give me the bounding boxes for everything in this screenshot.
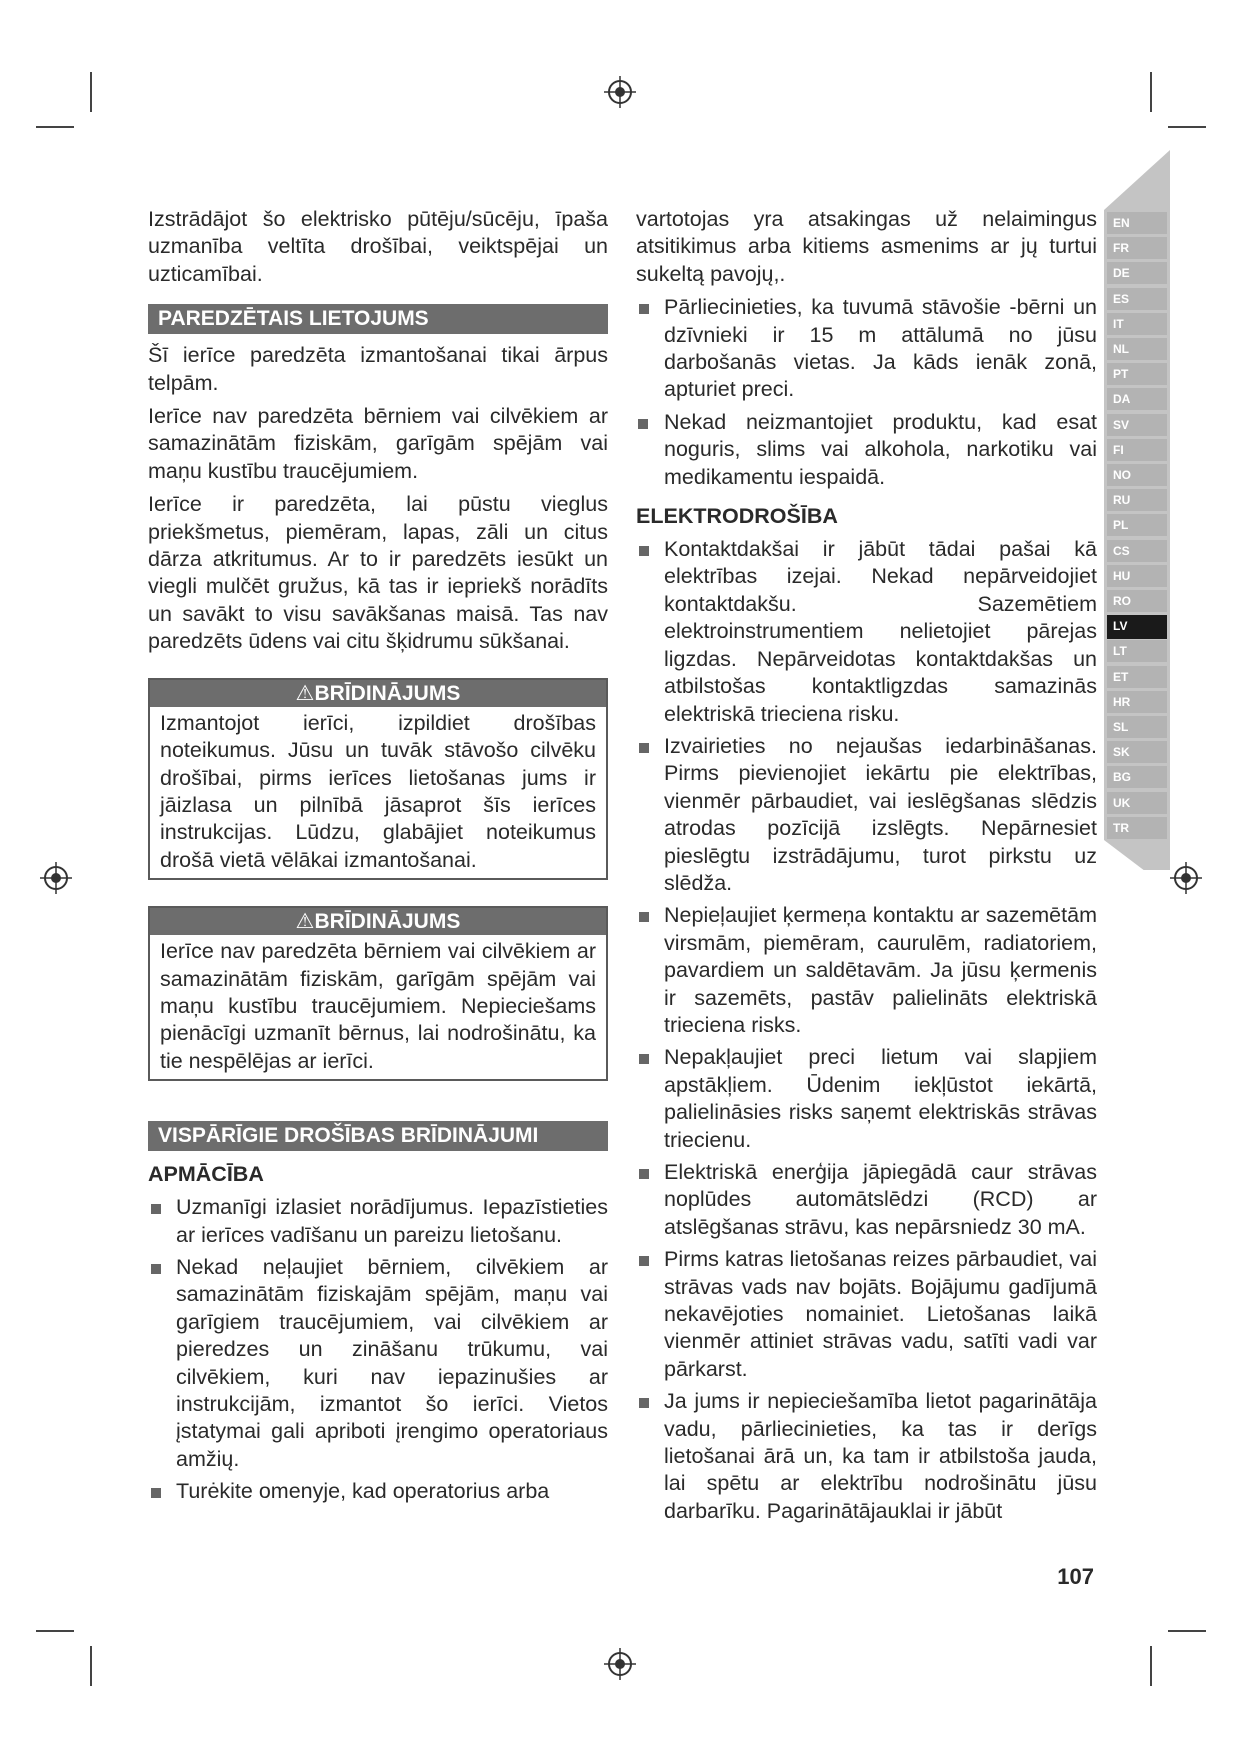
list-item: Ja jums ir nepieciešamība lietot pagarinātāja vadu, pārliecinieties, ka tas ir derīgs lietošanai ārā un, ka tam ir atbilstoša jauda, lai spētu ar elektrību nodrošinātu jūsu darbarīku. Pagarinātājauklai ir jābūt: [636, 1388, 1097, 1525]
electrical-safety-list: [636, 536, 1097, 1525]
list-item: Nepieļaujiet ķermeņa kontaktu ar sazemētām virsmām, piemēram, caurulēm, radiatoriem, pavardiem un saldētavām. Ja jūsu ķermenis ir sazemēts, pastāv palielināts elektriskā trieciena risks.: [636, 902, 1097, 1039]
list-item: Nekad neizmantojiet produktu, kad esat noguris, slims vai alkohola, narkotiku vai medikamentu iespaidā.: [610, 409, 1097, 491]
language-tab-nl[interactable]: NL: [1107, 338, 1167, 360]
safety-list: [636, 294, 1097, 491]
list-item: Elektriskā enerģija jāpiegādā caur strāvas noplūdes automātslēdzi (RCD) ar atslēgšanas strāvu, kas nepārsniedz 30 mA.: [636, 1159, 1097, 1241]
warning-title: ⚠BRĪDINĀJUMS: [150, 908, 606, 935]
language-tab-de[interactable]: DE: [1107, 262, 1167, 284]
list-item: Uzmanīgi izlasiet norādījumus. Iepazīstieties ar ierīces vadīšanu un pareizu lietošanu.: [148, 1194, 608, 1249]
language-tab-uk[interactable]: UK: [1107, 792, 1167, 814]
language-tab-sk[interactable]: SK: [1107, 741, 1167, 763]
crop-mark-bl-h: [36, 1630, 74, 1632]
intended-use-paragraph: Ierīce nav paredzēta bērniem vai cilvēkiem ar samazinātām fiziskām, garīgām spējām vai maņu kustību traucējumiem.: [148, 404, 608, 483]
language-tab-it[interactable]: IT: [1107, 313, 1167, 335]
intended-use-paragraph: Šī ierīce paredzēta izmantošanai tikai ārpus telpām.: [148, 343, 608, 395]
intended-use-paragraph: Ierīce ir paredzēta, lai pūstu vieglus priekšmetus, piemēram, lapas, zāli un citus dārza atkritumus. Ar to ir paredzēts iesūkt un viegli mulčēt gružus, kā tas ir iepriekš norādīts un savākt to visu savākšanas maisā. Tas nav paredzēts ūdens vai citu šķidrumu sūkšanai.: [148, 492, 608, 654]
intro-paragraph: Izstrādājot šo elektrisko pūtēju/sūcēju, īpaša uzmanība veltīta drošībai, veiktspējai un uzticamībai.: [148, 207, 608, 286]
language-tab-hr[interactable]: HR: [1107, 691, 1167, 713]
subheading-training: APMĀCĪBA: [148, 1162, 264, 1187]
list-item: Pirms katras lietošanas reizes pārbaudiet, vai strāvas vads nav bojāts. Bojājumu gadījumā nekavējoties nomainiet. Lietošanas laikā vienmēr attiniet strāvas vadu, satīti vadi var pārkarst.: [636, 1246, 1097, 1383]
warning-icon: ⚠: [295, 681, 315, 705]
right-column: [636, 206, 1097, 1530]
training-list: [148, 1194, 608, 1505]
list-item: Turėkite omenyje, kad operatorius arba: [148, 1478, 608, 1505]
warning-text: Ierīce nav paredzēta bērniem vai cilvēkiem ar samazinātām fiziskām, garīgām spējām vai maņu kustību traucējumiem. Nepieciešams pienācīgi uzmanīt bērnus, lai nodrošinātu, ka tie nespēlējas ar ierīci.: [160, 939, 596, 1073]
crop-mark-tl-h: [36, 126, 74, 128]
language-tab-en[interactable]: EN: [1107, 212, 1167, 234]
crop-mark-tr-h: [1168, 126, 1206, 128]
language-tab-no[interactable]: NO: [1107, 464, 1167, 486]
page-number: 107: [1057, 1564, 1094, 1589]
crop-mark-tl-v: [90, 72, 92, 112]
section-heading-intended-use: PAREDZĒTAIS LIETOJUMS: [148, 304, 608, 334]
language-tab-ro[interactable]: RO: [1107, 590, 1167, 612]
language-tab-ru[interactable]: RU: [1107, 489, 1167, 511]
list-item: Pārliecinieties, ka tuvumā stāvošie -bērni un dzīvnieki ir 15 m attālumā no jūsu darbošanās vietas. Ja kāds ienāk zonā, apturiet preci.: [636, 294, 1097, 404]
language-tab-es[interactable]: ES: [1107, 288, 1167, 310]
list-item: Nekad neļaujiet bērniem, cilvēkiem ar samazinātām fiziskajām spējām, maņu vai garīgiem traucējumiem, vai cilvēkiem ar pieredzes un zināšanu trūkumu, vai cilvēkiem, kuri nav iepazinušies ar instrukcijām, izmantot šo ierīci. Vietos įstatymai gali apriboti įrengimo operatoriaus amžių.: [148, 1254, 608, 1473]
crop-mark-bl-v: [90, 1646, 92, 1686]
language-tab-sl[interactable]: SL: [1107, 716, 1167, 738]
list-item: Nepakļaujiet preci lietum vai slapjiem apstākļiem. Ūdenim iekļūstot iekārtā, palielināsies risks saņemt elektriskās strāvas triecienu.: [636, 1044, 1097, 1154]
continuation-paragraph: vartotojas yra atsakingas už nelaimingus atsitikimus arba kitiems asmenims ar jų turtui sukeltą pavojų,.: [636, 207, 1097, 286]
warning-title: ⚠BRĪDINĀJUMS: [150, 680, 606, 707]
section-heading-general-safety: VISPĀRĪGIE DROŠĪBAS BRĪDINĀJUMI: [148, 1121, 608, 1151]
warning-icon: ⚠: [295, 910, 315, 934]
language-tab-tr[interactable]: TR: [1107, 817, 1167, 839]
warning-text: Izmantojot ierīci, izpildiet drošības noteikumus. Jūsu un tuvāk stāvošo cilvēku drošībai, pirms ierīces lietošanas jums ir jāizlasa un pilnībā jāsaprot šīs ierīces instrukcijas. Lūdzu, glabājiet noteikumus drošā vietā vēlākai izmantošanai.: [160, 710, 596, 872]
crop-mark-tr-v: [1150, 72, 1152, 112]
language-tab-bg[interactable]: BG: [1107, 766, 1167, 788]
warning-box: [148, 678, 608, 880]
list-item: Kontaktdakšai ir jābūt tādai pašai kā elektrības izejai. Nekad nepārveidojiet kontaktdakšu. Sazemētiem elektroinstrumentiem nelietojiet pārejas ligzdas. Nepārveidotas kontaktdakšas un atbilstošas kontaktligzdas samazinās elektriskā trieciena risku.: [636, 536, 1097, 728]
language-tab-lv[interactable]: LV: [1107, 615, 1167, 639]
subheading-electrical-safety: ELEKTRODROŠĪBA: [636, 504, 838, 529]
language-tab-pt[interactable]: PT: [1107, 363, 1167, 385]
left-column: [148, 206, 608, 1511]
language-tab-hu[interactable]: HU: [1107, 565, 1167, 587]
language-tab-fi[interactable]: FI: [1107, 439, 1167, 461]
crop-mark-br-v: [1150, 1646, 1152, 1686]
language-tab-sv[interactable]: SV: [1107, 414, 1167, 436]
warning-box: [148, 906, 608, 1081]
crop-mark-br-h: [1168, 1630, 1206, 1632]
language-tab-lt[interactable]: LT: [1107, 640, 1167, 662]
registration-mark-bottom: [604, 1648, 636, 1680]
language-tab-cs[interactable]: CS: [1107, 540, 1167, 562]
registration-mark-top: [604, 76, 636, 108]
list-item: Izvairieties no nejaušas iedarbināšanas. Pirms pievienojiet iekārtu pie elektrības, vienmēr pārbaudiet, vai ieslēgšanas slēdzis atrodas pozīcijā izslēgts. Nepārnesiet pieslēgtu izstrādājumu, turot pirkstu uz slēdža.: [636, 733, 1097, 897]
language-tab-fr[interactable]: FR: [1107, 237, 1167, 259]
language-tab-pl[interactable]: PL: [1107, 514, 1167, 536]
registration-mark-right: [1170, 862, 1202, 894]
language-tab-da[interactable]: DA: [1107, 388, 1167, 410]
language-tab-et[interactable]: ET: [1107, 666, 1167, 688]
registration-mark-left: [40, 862, 72, 894]
